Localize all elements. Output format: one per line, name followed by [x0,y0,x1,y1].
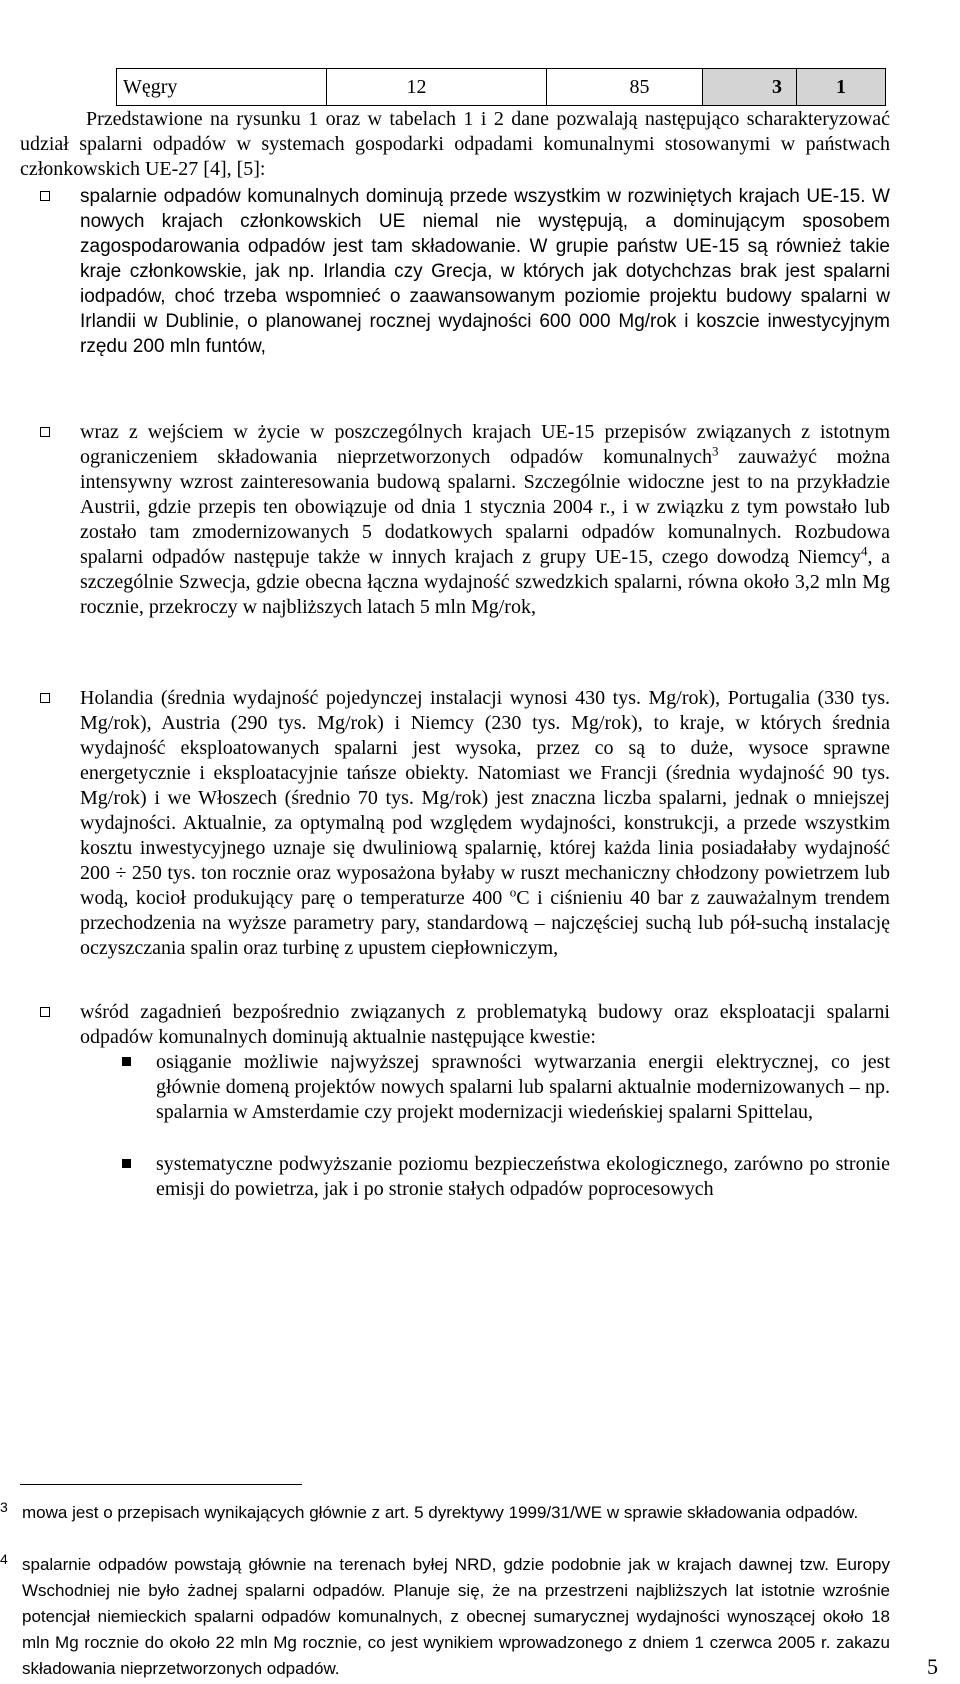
table-cell-value-1: 12 [327,69,547,105]
list-item-text: wraz z wejściem w życie w poszczególnych krajach UE-15 przepisów związanych z istotnym ograniczeniem składowania nieprzetworzonych odpadów komunalnych$^3$ zauważyć można intensywny wzrost zainteresowania budową spalarni. Szczególnie widoczne jest to na przykładzie Austrii, gdzie przepis ten obowiązuje od dnia 1 stycznia 2004 r., i w związku z tym powstało lub zostało tam zmodernizowanych 5 dodatkowych spalarni odpadów komunalnych. Rozbudowa spalarni odpadów następuje także w innych krajach z grupy UE-15, czego dowodzą Niemcy$^4$, a szczególnie Szwecja, gdzie obecna łączna wydajność szwedzkich spalarni, równa około 3,2 mln Mg rocznie, przekroczy w najbliższych latach 5 mln Mg/rok, [80,421,890,618]
footnote-mark: 3 [0,1499,8,1515]
table-cell-country: Węgry [117,69,327,105]
list-item [38,420,890,620]
sub-list-item-text: osiąganie możliwie najwyższej sprawności wytwarzania energii elektrycznej, co jest głównie domeną projektów nowych spalarni lub spalarni aktualnie modernizowanych – np. spalarnia w Amsterdamie czy projekt modernizacji wiedeńskiej spalarni Spittelau, [156,1051,890,1123]
checkbox-bullet-icon [38,1000,80,1050]
table-row-wegry [116,68,886,106]
list-item [38,184,890,359]
list-item-text: spalarnie odpadów komunalnych dominują przede wszystkim w rozwiniętych krajach UE-15. W nowych krajach członkowskich UE niemal nie występują, a dominującym sposobem zagospodarowania odpadów jest tam składowanie. W grupie państw UE-15 są również takie kraje członkowskie, jak np. Irlandia czy Grecja, w których jak dotychchzas brak jest spalarni iodpadów, choć trzeba wspomnieć o zaawansowanym poziomie projektu budowy spalarni w Irlandii w Dublinie, o planowanej rocznej wydajności 600 000 Mg/rok i koszcie inwestycyjnym rzędu 200 mln funtów, [80,186,890,357]
checkbox-bullet-icon [38,420,80,620]
footnote-ref: 3 [711,443,719,459]
intro-paragraph: Przedstawione na rysunku 1 oraz w tabelach 1 i 2 dane pozwalają następująco scharakteryzować udział spalarni odpadów w systemach gospodarki odpadami komunalnymi stosowanymi w państwach członkowskich UE-27 [4], [5]: [20,108,890,180]
footnote-ref: 4 [861,543,868,559]
table-cell-value-4: 1 [797,69,885,105]
footnote-text: mowa jest o przepisach wynikających głównie z art. 5 dyrektywy 1999/31/WE w sprawie składowania odpadów. [22,1503,859,1522]
square-bullet-icon [120,1050,156,1125]
footnote-separator [20,1484,302,1485]
checkbox-bullet-icon [38,686,80,961]
table-cell-value-3: 3 [703,69,797,105]
table-cell-value-2: 85 [547,69,703,105]
page-number: 5 [927,1654,938,1679]
list-item-text: wśród zagadnień bezpośrednio związanych z problematyką budowy oraz eksploatacji spalarni odpadów komunalnych dominują aktualnie następujące kwestie: [80,1001,890,1048]
footnote-text: spalarnie odpadów powstają głównie na terenach byłej NRD, gdzie podobnie jak w krajach dawnej tzw. Europy Wschodniej nie było żadnej spalarni odpadów. Planuje się, że na przestrzeni najbliższych lat istotnie wzrośnie potencjał niemieckich spalarni odpadów komunalnych, z obecnej sumarycznej wydajności wynoszącej około 18 mln Mg rocznie do około 22 mln Mg rocznie, co jest wynikiem wprowadzonego z dniem 1 czerwca 2005 r. zakazu składowania nieprzetworzonych odpadów. [22,1555,890,1678]
sub-list-item-text: systematyczne podwyższanie poziomu bezpieczeństwa ekologicznego, zarówno po stronie emisji do powietrza, jak i po stronie stałych odpadów poprocesowych [156,1153,890,1200]
degree-mark: o [509,884,517,900]
sub-list-item [120,1050,890,1125]
sub-list-item [120,1152,890,1202]
list-item [38,686,890,961]
square-bullet-icon [120,1152,156,1202]
list-item-text: Holandia (średnia wydajność pojedynczej instalacji wynosi 430 tys. Mg/rok), Portugalia (330 tys. Mg/rok), Austria (290 tys. Mg/rok) i Niemcy (230 tys. Mg/rok), to kraje, w których średnia wydajność eksploatowanych spalarni jest wysoka, przez co są to duże, wysoce sprawne energetycznie i eksploatacyjnie tańsze obiekty. Natomiast we Francji (średnia wydajność 90 tys. Mg/rok) i we Włoszech (średnio 70 tys. Mg/rok) jest znaczna liczba spalarni, jednak o mniejszej wydajności. Aktualnie, za optymalną pod względem wydajności, konstrukcji, a przede wszystkim kosztu inwestycyjnego uznaje się dwuliniową spalarnię, której każda linia posiadałaby wydajność 200 ÷ 250 tys. ton rocznie oraz wyposażona byłaby w ruszt mechaniczny chłodzony powietrzem lub wodą, kocioł produkujący parę o temperaturze 400 $^o$C i ciśnieniu 40 bar z zauważalnym trendem przechodzenia na wyższe parametry pary, standardową – najczęściej suchą lub pół-suchą instalację oczyszczania spalin oraz turbinę z upustem ciepłowniczym, [80,687,890,959]
list-item [38,1000,890,1050]
footnote-mark: 4 [0,1551,8,1567]
checkbox-bullet-icon [38,184,80,359]
